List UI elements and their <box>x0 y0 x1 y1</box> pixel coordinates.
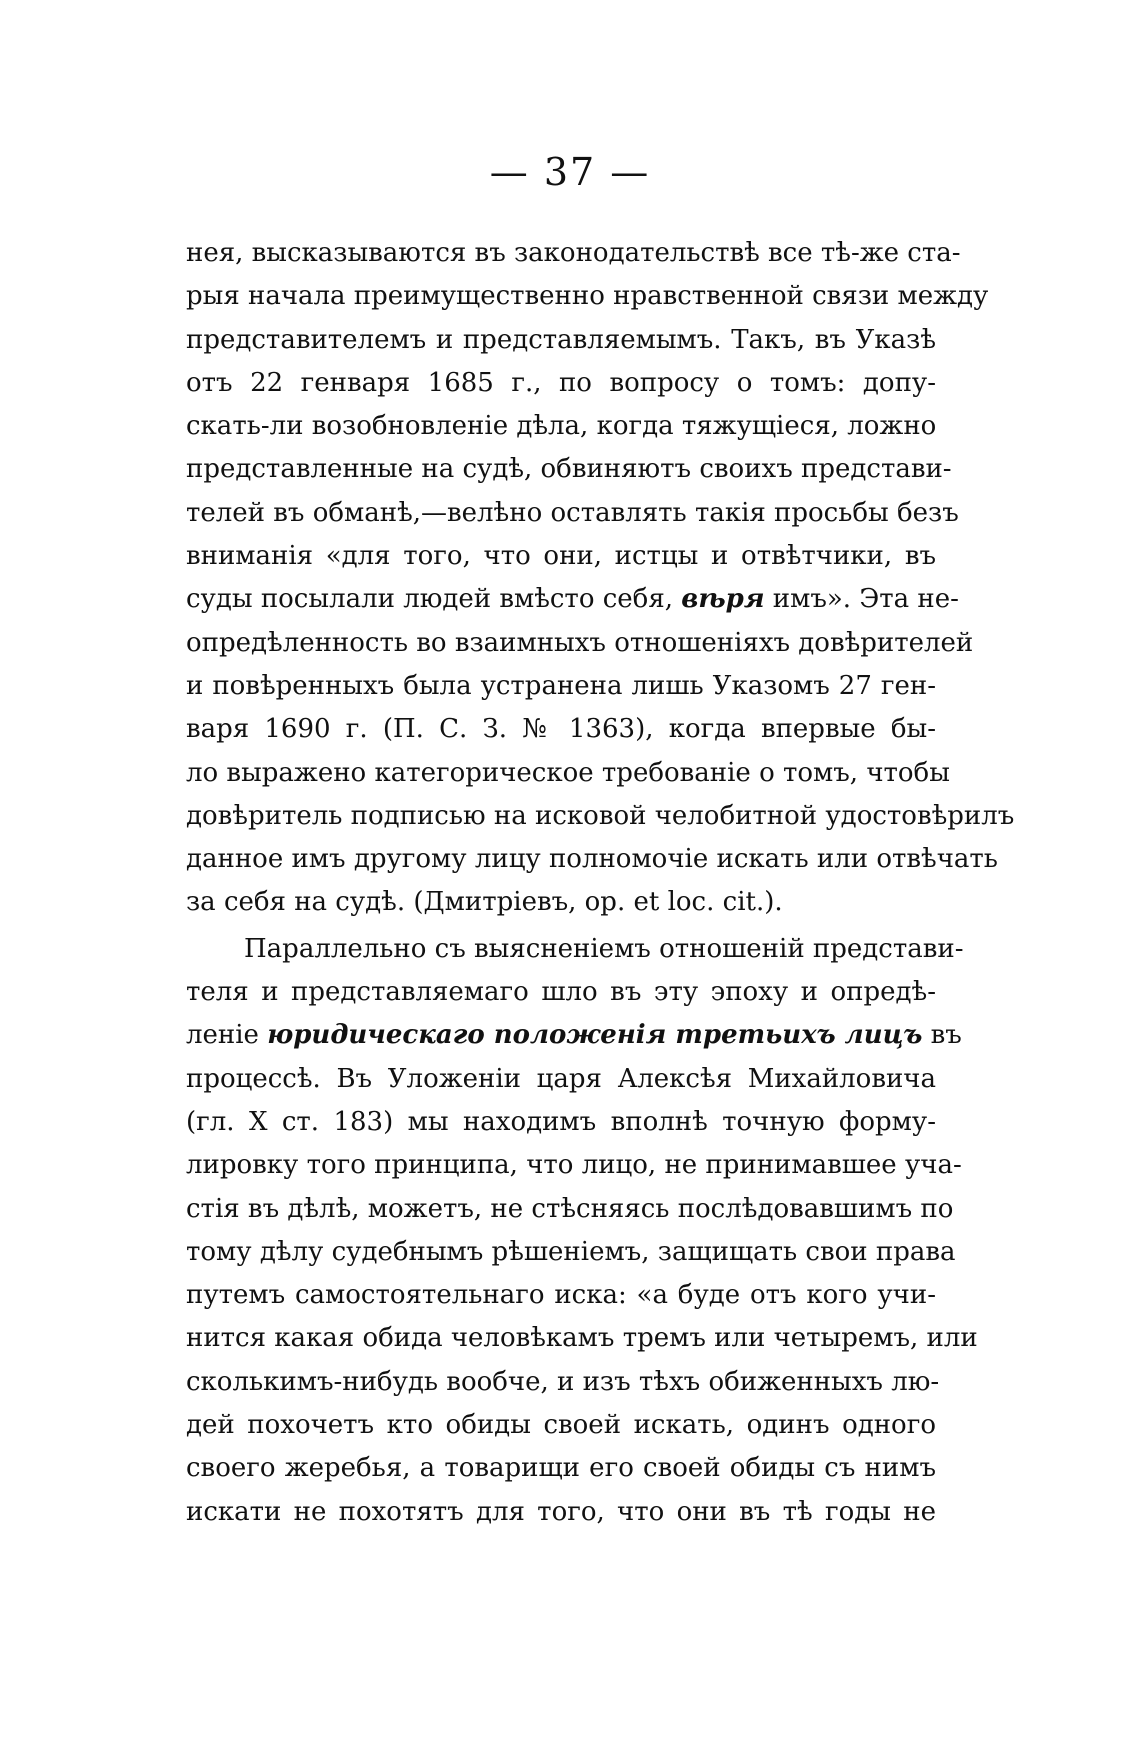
text-span: имъ». Эта не- <box>772 584 959 615</box>
body-text <box>186 232 1015 1534</box>
text-line: процессѣ. Въ Уложеніи царя Алексѣя Михайловича <box>186 1063 936 1094</box>
text-line: представителемъ и представляемымъ. Такъ, въ Указѣ <box>186 324 936 355</box>
text-line: опредѣленность во взаимныхъ отношеніяхъ довѣрителей <box>186 627 974 658</box>
text-line: нится какая обида человѣкамъ тремъ или четыремъ, или <box>186 1323 978 1354</box>
text-line: своего жеребья, а товарищи его своей обиды съ нимъ <box>186 1453 936 1484</box>
page-number: — 37 — <box>489 150 651 194</box>
text-line: и повѣренныхъ была устранена лишь Указомъ 27 ген- <box>186 670 936 701</box>
text-line: лировку того принципа, что лицо, не принимавшее уча- <box>186 1150 962 1181</box>
text-line: скать-ли возобновленіе дѣла, когда тяжущіеся, ложно <box>186 411 937 442</box>
text-line <box>186 1014 962 1057</box>
text-line: вниманія «для того, что они, истцы и отвѣтчики, въ <box>186 541 936 572</box>
text-span: суды посылали людей вмѣсто себя, <box>186 584 674 615</box>
text-span: леніе <box>186 1020 259 1051</box>
paragraph-1 <box>186 232 1015 925</box>
text-line: (гл. X ст. 183) мы находимъ вполнѣ точную форму- <box>186 1106 936 1137</box>
text-line: за себя на судѣ. (Дмитріевъ, op. et loc. cit.). <box>186 887 783 918</box>
text-line <box>186 578 959 621</box>
text-line: отъ 22 генваря 1685 г., по вопросу о томъ: допу- <box>186 367 936 398</box>
text-line: стія въ дѣлѣ, можетъ, не стѣсняясь послѣдовавшимъ по <box>186 1193 954 1224</box>
italic-emphasis: вѣря <box>681 584 765 615</box>
paragraph-2 <box>186 928 978 1534</box>
text-line: дей похочетъ кто обиды своей искать, одинъ одного <box>186 1410 936 1441</box>
text-line: тому дѣлу судебнымъ рѣшеніемъ, защищать свои права <box>186 1236 956 1267</box>
text-line: теля и представляемаго шло въ эту эпоху и опредѣ- <box>186 977 936 1008</box>
text-line: искати не похотятъ для того, что они въ тѣ годы не <box>186 1496 936 1527</box>
text-line: сколькимъ-нибудь вообче, и изъ тѣхъ обиженныхъ лю- <box>186 1366 940 1397</box>
text-line: путемъ самостоятельнаго иска: «а буде отъ кого учи- <box>186 1280 936 1311</box>
text-line: представленные на судѣ, обвиняютъ своихъ представи- <box>186 454 952 485</box>
text-line: нея, высказываются въ законодательствѣ все тѣ-же ста- <box>186 238 961 268</box>
text-line: варя 1690 г. (П. С. З. № 1363), когда впервые бы- <box>186 714 936 745</box>
text-line: рыя начала преимущественно нравственной связи между <box>186 281 989 312</box>
text-line: довѣритель подписью на исковой челобитной удостовѣрилъ <box>186 800 1015 831</box>
text-span: въ <box>930 1020 962 1051</box>
text-line: ло выражено категорическое требованіе о томъ, чтобы <box>186 757 950 788</box>
text-line: данное имъ другому лицу полномочіе искать или отвѣчать <box>186 844 998 875</box>
text-line: Параллельно съ выясненіемъ отношеній представи- <box>244 933 964 964</box>
italic-emphasis: юридическаго положенія третьихъ лицъ <box>267 1020 923 1051</box>
text-line: телей въ обманѣ,—велѣно оставлять такія просьбы безъ <box>186 497 959 528</box>
